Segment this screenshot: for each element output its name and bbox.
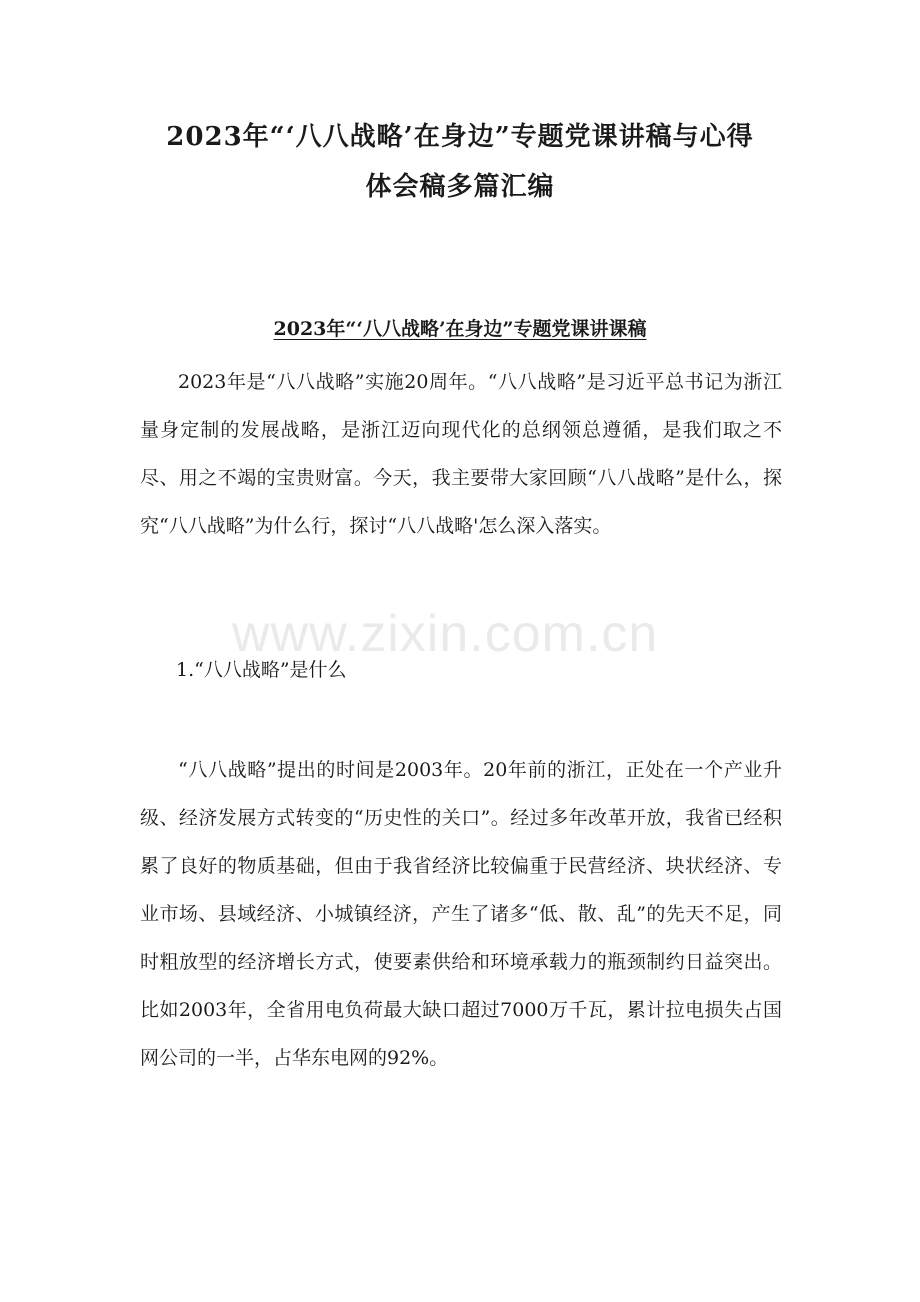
watermark: www.zixin.com.cn (232, 605, 659, 663)
document-title-line2: 体会稿多篇汇编 (365, 172, 555, 202)
document-title-line1: 2023年“‘八八战略’在身边”专题党课讲稿与心得 (166, 122, 754, 152)
subheading-1: 1.“八八战略”是什么 (176, 659, 347, 681)
document-title (130, 112, 790, 212)
section-title (140, 314, 780, 344)
body-paragraph: “八八战略”提出的时间是2003年。20年前的浙江，正处在一个产业升级、经济发展方式转变的“历史性的关口”。经过多年改革开放，我省已经积累了良好的物质基础，但由于我省经济比较偏重于民营经济、块状经济、专业市场、县域经济、小城镇经济，产生了诸多“低、散、乱”的先天不足，同时粗放型的经济增长方式，使要素供给和环境承载力的瓶颈制约日益突出。比如2003年，全省用电负荷最大缺口超过7000万千瓦，累计拉电损失占国网公司的一半，占华东电网的92%。 (140, 759, 782, 1069)
intro-paragraph: 2023年是“八八战略”实施20周年。“八八战略”是习近平总书记为浙江量身定制的发展战略，是浙江迈向现代化的总纲领总遵循，是我们取之不尽、用之不竭的宝贵财富。今天，我主要带大家回顾“八八战略”是什么，探究“八八战略”为什么行，探讨“八八战略'怎么深入落实。 (140, 371, 782, 537)
section-title-text: 2023年“‘八八战略’在身边”专题党课讲课稿 (273, 318, 647, 340)
